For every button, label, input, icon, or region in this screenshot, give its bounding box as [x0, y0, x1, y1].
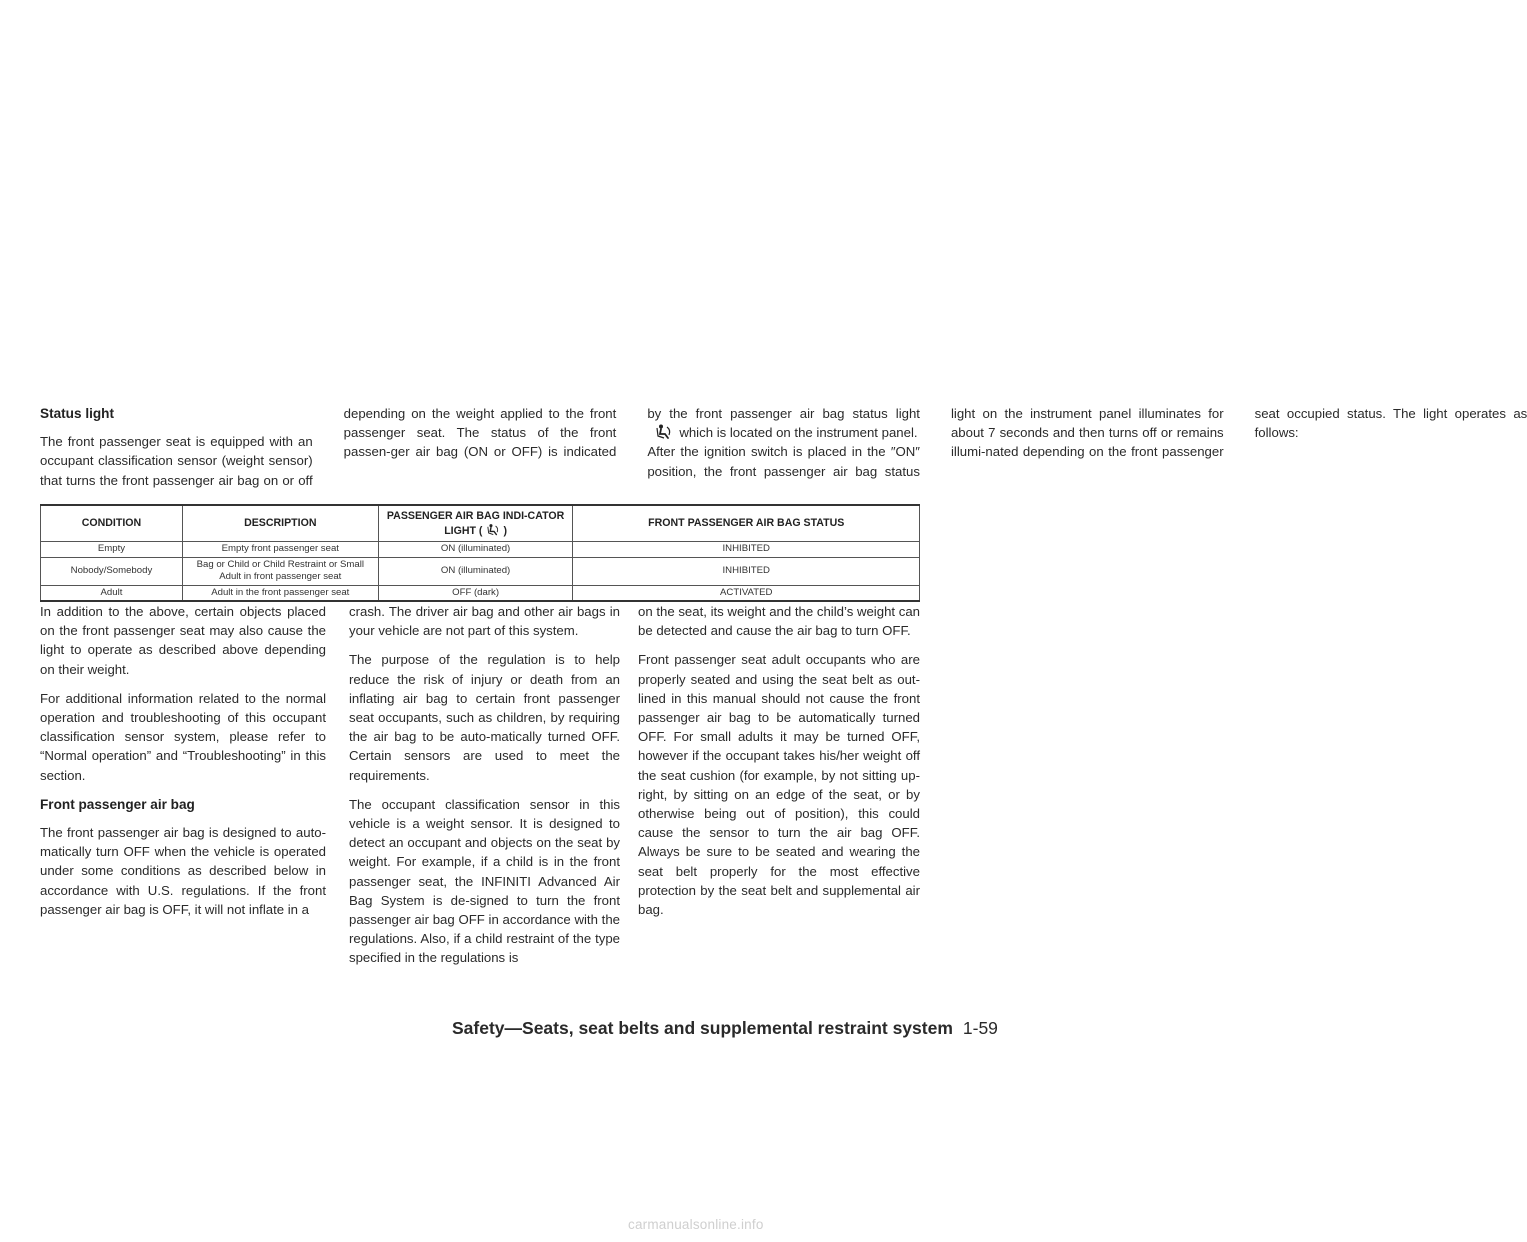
page-number: 1-59: [962, 1018, 998, 1038]
cell-condition: Nobody/Somebody: [41, 557, 183, 585]
status-table: [40, 504, 920, 602]
cell-condition: Adult: [41, 585, 183, 601]
intro-paragraph-2: After the ignition switch is placed in the ″ON″ position, the front passenger air bag status light on the instrument panel illuminates for about 7 seconds and then turns off or remains illumi-nated depending on the front passenger seat occupied status. The light operates as follows:: [647, 406, 1527, 479]
cell-status: INHIBITED: [573, 557, 920, 585]
cell-description: Bag or Child or Child Restraint or Small Adult in front passenger seat: [182, 557, 378, 585]
page-footer: [452, 1018, 998, 1039]
intro-text: [40, 404, 1527, 496]
passenger-airbag-icon: [484, 523, 501, 536]
cell-description: Adult in the front passenger seat: [182, 585, 378, 601]
cell-indicator: ON (illuminated): [378, 557, 573, 585]
watermark: carmanualsonline.info: [628, 1217, 764, 1232]
column-2: [349, 602, 620, 978]
front-passenger-air-bag-heading: Front passenger air bag: [40, 796, 195, 812]
paragraph: The purpose of the regulation is to help reduce the risk of injury or death from an inflating air bag to certain front passenger seat occupants, such as children, by requiring the air bag to be auto-matically turned OFF. Certain sensors are used to meet the requirements.: [349, 652, 620, 783]
table-row: [41, 541, 920, 557]
cell-status: INHIBITED: [573, 541, 920, 557]
paragraph: The front passenger air bag is designed to auto-matically turn OFF when the vehicle is operated under some conditions as described below in accordance with U.S. regulations. If the front passenger air bag is OFF, it will not inflate in a: [40, 825, 326, 917]
cell-indicator: OFF (dark): [378, 585, 573, 601]
paragraph: on the seat, its weight and the child’s weight can be detected and cause the air bag to turn OFF.: [638, 604, 920, 639]
cell-status: ACTIVATED: [573, 585, 920, 601]
cell-indicator: ON (illuminated): [378, 541, 573, 557]
paragraph: crash. The driver air bag and other air bags in your vehicle are not part of this system.: [349, 604, 620, 639]
status-light-heading: Status light: [40, 406, 115, 421]
table-row: [41, 585, 920, 601]
passenger-airbag-icon: [652, 424, 674, 439]
header-description: DESCRIPTION: [182, 505, 378, 541]
header-condition: CONDITION: [41, 505, 183, 541]
cell-description: Empty front passenger seat: [182, 541, 378, 557]
header-indicator: PASSENGER AIR BAG INDI-CATOR LIGHT ( ): [378, 505, 573, 541]
paragraph: Front passenger seat adult occupants who are properly seated and using the seat belt as out-lined in this manual should not cause the front passenger air bag to be automatically turned OFF. For small adults it may be turned OFF, however if the occupant takes his/her weight off the seat cushion (for example, by not sitting up-right, by sitting on an edge of the seat, or by otherwise being out of position), this could cause the sensor to turn the air bag OFF. Always be sure to be seated and wearing the seat belt properly for the most effective protection by the seat belt and supplemental air bag.: [638, 652, 920, 918]
paragraph: The occupant classification sensor in this vehicle is a weight sensor. It is designed to detect an occupant and objects on the seat by weight. For example, if a child is in the front passenger seat, the INFINITI Advanced Air Bag System is de-signed to turn the front passenger air bag OFF in accordance with the regulations. Also, if a child restraint of the type specified in the regulations is: [349, 796, 620, 966]
cell-condition: Empty: [41, 541, 183, 557]
paragraph: For additional information related to the normal operation and troubleshooting of this occupant classification sensor system, please refer to “Normal operation” and “Troubleshooting” in this section.: [40, 690, 326, 783]
table-header-row: [41, 505, 920, 541]
column-1: [40, 602, 326, 929]
header-status: FRONT PASSENGER AIR BAG STATUS: [573, 505, 920, 541]
intro-paragraph-1: The front passenger seat is equipped with an occupant classification sensor (weight sensor) that turns the front passenger air bag on or off depending on the weight applied to the front passenger seat. The status of the front passen-ger air bag (ON or OFF) is indicated by the front passenger air bag status light which is located on the instrument panel.: [40, 406, 920, 488]
table-row: [41, 557, 920, 585]
paragraph: In addition to the above, certain objects placed on the front passenger seat may also cause the light to operate as described above depending on their weight.: [40, 604, 326, 677]
column-3: [638, 602, 920, 929]
section-title: Safety—Seats, seat belts and supplemental restraint system: [452, 1018, 953, 1038]
